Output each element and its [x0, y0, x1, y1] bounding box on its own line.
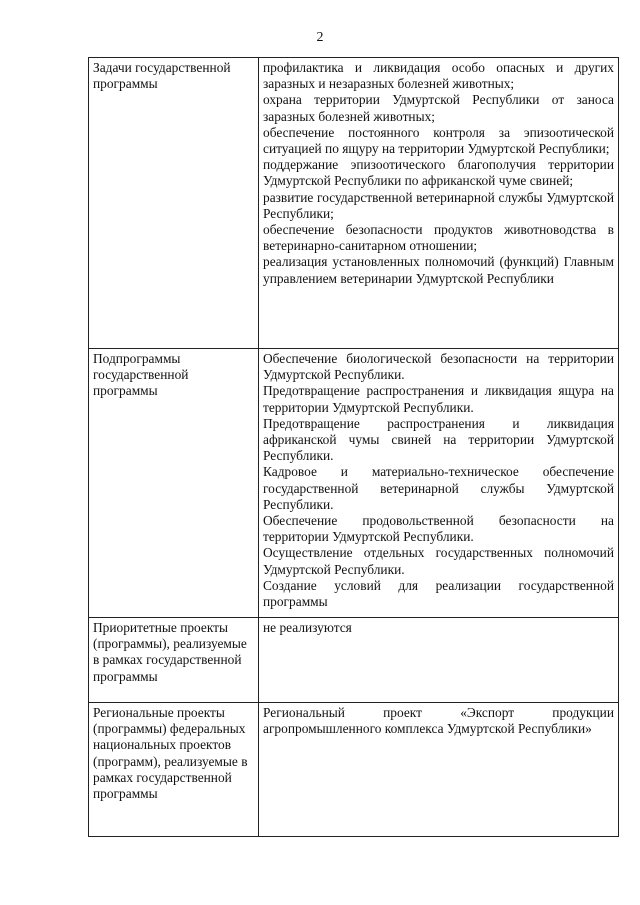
list-item: Региональный проект «Экспорт продукции агропромышленного комплекса Удмуртской Республики» [263, 705, 614, 737]
row-label: Региональные проекты (программы) федеральных национальных проектов (программ), реализуемые в рамках государственной программы [89, 703, 259, 837]
program-passport-table [88, 57, 619, 837]
table-row [89, 703, 619, 837]
row-value [259, 618, 619, 703]
list-item: Создание условий для реализации государственной программы [263, 577, 614, 610]
row-label: Приоритетные проекты (программы), реализуемые в рамках государственной программы [89, 618, 259, 703]
table-row [89, 349, 619, 618]
row-value [259, 349, 619, 618]
row-value [259, 58, 619, 349]
list-item: Предотвращение распространения и ликвидация африканской чумы свиней на территории Удмуртской Республики. [263, 415, 614, 464]
list-item: Обеспечение продовольственной безопасности на территории Удмуртской Республики. [263, 513, 614, 545]
list-item: Кадровое и материально-техническое обеспечение государственной ветеринарной службы Удмуртской Республики. [263, 464, 614, 512]
list-item: Осуществление отдельных государственных полномочий Удмуртской Республики. [263, 545, 614, 577]
list-item: охрана территории Удмуртской Республики от заноса заразных болезней животных; [263, 92, 614, 124]
table-row [89, 58, 619, 349]
page-number: 2 [316, 30, 324, 45]
list-item: Предотвращение распространения и ликвидация ящура на территории Удмуртской Республики. [263, 383, 614, 415]
list-item: поддержание эпизоотического благополучия территории Удмуртской Республики по африканской чуме свиней; [263, 157, 614, 189]
table-row [89, 618, 619, 703]
list-item: обеспечение безопасности продуктов животноводства в ветеринарно-санитарном отношении; [263, 222, 614, 254]
list-item: профилактика и ликвидация особо опасных и других заразных и незаразных болезней животных; [263, 60, 614, 92]
row-label: Задачи государственной программы [89, 58, 259, 349]
list-item: развитие государственной ветеринарной службы Удмуртской Республики; [263, 189, 614, 221]
list-item: не реализуются [263, 620, 352, 635]
list-item: Обеспечение биологической безопасности на территории Удмуртской Республики. [263, 351, 614, 383]
row-label: Подпрограммы государственной программы [89, 349, 259, 618]
list-item: реализация установленных полномочий (функций) Главным управлением ветеринарии Удмуртской Республики [263, 254, 614, 286]
row-value [259, 703, 619, 837]
list-item: обеспечение постоянного контроля за эпизоотической ситуацией по ящуру на территории Удмуртской Республики; [263, 124, 614, 157]
